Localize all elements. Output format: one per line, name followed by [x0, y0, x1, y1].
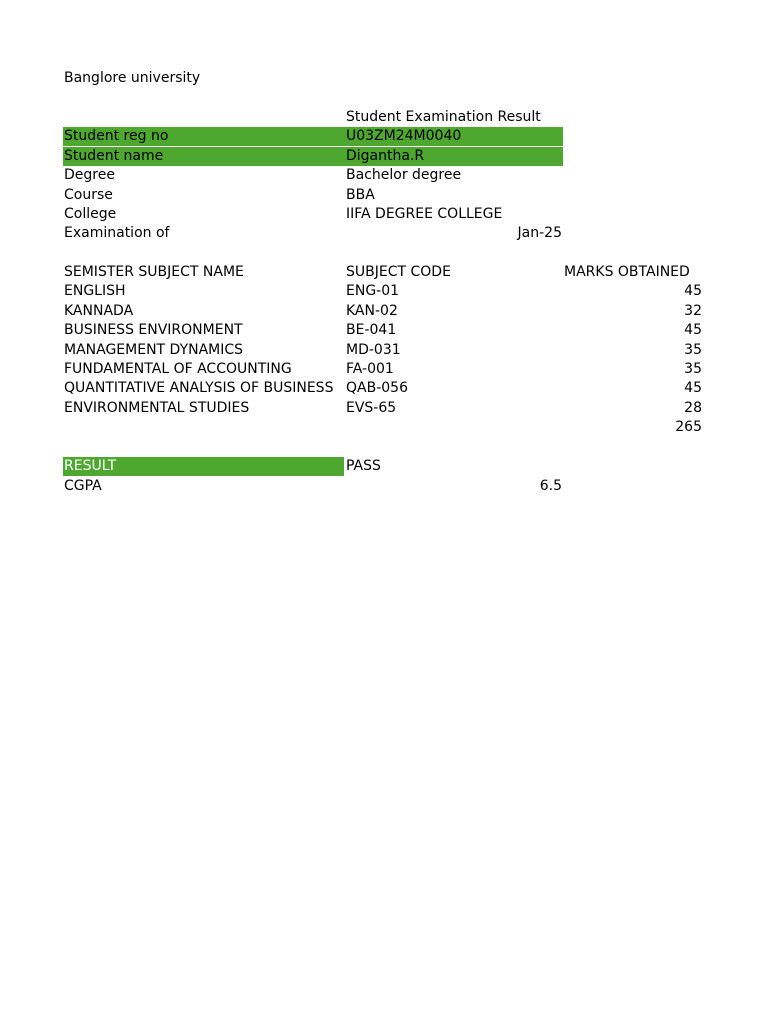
college-row	[63, 205, 703, 224]
table-row	[63, 379, 703, 398]
student-reg-label: Student reg no	[64, 128, 169, 144]
college-value: IIFA DEGREE COLLEGE	[346, 206, 503, 222]
subject-marks: 28	[684, 400, 702, 416]
subject-name: ENVIRONMENTAL STUDIES	[64, 400, 250, 416]
table-row	[63, 399, 703, 418]
subject-name: BUSINESS ENVIRONMENT	[64, 322, 243, 338]
university-row	[63, 69, 703, 88]
student-name-row	[63, 147, 703, 166]
examination-row	[63, 224, 703, 243]
cgpa-label: CGPA	[64, 478, 102, 494]
table-row	[63, 321, 703, 340]
cgpa-row	[63, 477, 703, 496]
subject-code: ENG-01	[346, 283, 400, 299]
subject-marks: 35	[684, 342, 702, 358]
subject-marks: 45	[684, 380, 702, 396]
cgpa-value: 6.5	[539, 478, 562, 494]
university-name: Banglore university	[64, 70, 201, 86]
result-label: RESULT	[64, 458, 117, 474]
total-marks: 265	[675, 419, 702, 435]
table-header-row	[63, 263, 703, 282]
student-name-value: Digantha.R	[346, 148, 425, 164]
subject-code: QAB-056	[346, 380, 408, 396]
examination-value: Jan-25	[517, 225, 562, 241]
degree-row	[63, 166, 703, 185]
subject-marks: 45	[684, 322, 702, 338]
header-subject-name: SEMISTER SUBJECT NAME	[64, 264, 244, 280]
degree-value: Bachelor degree	[346, 167, 462, 183]
student-reg-value: U03ZM24M0040	[346, 128, 462, 144]
document-title: Student Examination Result	[346, 109, 541, 125]
student-reg-row	[63, 127, 703, 146]
subject-code: MD-031	[346, 342, 401, 358]
subject-code: FA-001	[346, 361, 394, 377]
subject-marks: 45	[684, 283, 702, 299]
subject-marks: 35	[684, 361, 702, 377]
subject-code: BE-041	[346, 322, 397, 338]
subject-name: MANAGEMENT DYNAMICS	[64, 342, 244, 358]
result-value: PASS	[346, 458, 381, 474]
course-value: BBA	[346, 187, 375, 203]
degree-label: Degree	[64, 167, 115, 183]
course-label: Course	[64, 187, 113, 203]
table-row	[63, 302, 703, 321]
subject-code: KAN-02	[346, 303, 398, 319]
student-name-label: Student name	[64, 148, 164, 164]
header-subject-code: SUBJECT CODE	[346, 264, 451, 280]
subject-name: ENGLISH	[64, 283, 126, 299]
subject-name: KANNADA	[64, 303, 134, 319]
subject-name: FUNDAMENTAL OF ACCOUNTING	[64, 361, 292, 377]
subject-code: EVS-65	[346, 400, 397, 416]
college-label: College	[64, 206, 117, 222]
table-row	[63, 282, 703, 301]
table-row	[63, 360, 703, 379]
table-row	[63, 341, 703, 360]
course-row	[63, 186, 703, 205]
total-row	[63, 418, 703, 437]
result-row	[63, 457, 703, 476]
header-marks: MARKS OBTAINED	[564, 264, 690, 280]
subject-marks: 32	[684, 303, 702, 319]
examination-label: Examination of	[64, 225, 170, 241]
title-row	[63, 108, 703, 127]
subject-name: QUANTITATIVE ANALYSIS OF BUSINESS	[64, 380, 334, 396]
